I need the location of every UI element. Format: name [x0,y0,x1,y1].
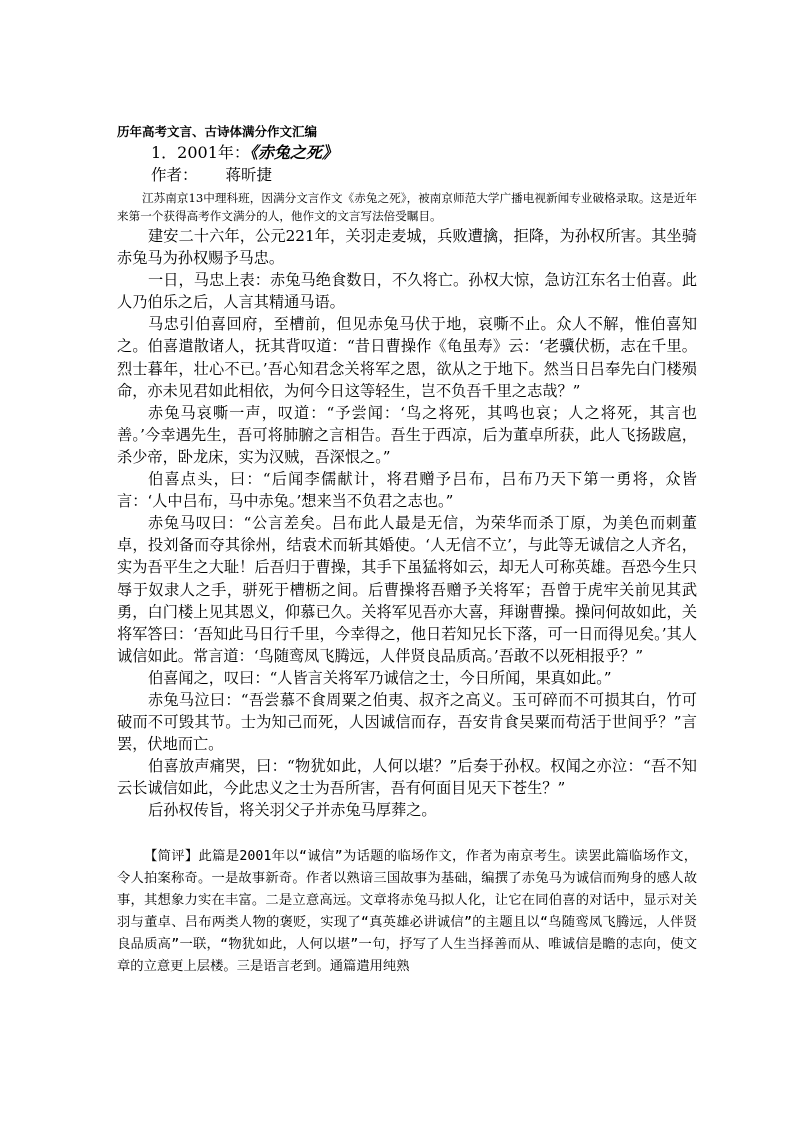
document-page [117,124,697,978]
essay-paragraph: 赤兔马哀嘶一声，叹道：“予尝闻：‘鸟之将死，其鸣也哀；人之将死，其言也善。’今幸遇先生，吾可将肺腑之言相告。吾生于西凉，后为董卓所获，此人飞扬跋扈，杀少帝，卧龙床，实为汉贼，吾深恨之。” [117,403,697,466]
essay-paragraph: 马忠引伯喜回府，至槽前，但见赤兔马伏于地，哀嘶不止。众人不解，惟伯喜知之。伯喜遣散诸人，抚其背叹道：“昔日曹操作《龟虽寿》云：‘老骥伏枥，志在千里。烈士暮年，壮心不已。’吾心知君念关将军之恩，欲从之于地下。然当日吕奉先白门楼殒命，亦未见君如此相依，为何今日这等轻生，岂不负吾千里之志哉？” [117,315,697,400]
brief-review: 【简评】此篇是2001年以“诚信”为话题的临场作文，作者为南京考生。读罢此篇临场作文，令人拍案称奇。一是故事新奇。作者以熟谙三国故事为基础，编撰了赤兔马为诚信而殉身的感人故事，其想象力实在丰富。二是立意高远。文章将赤兔马拟人化，让它在同伯喜的对话中，显示对关羽与董卓、吕布两类人物的褒贬，实现了“真英雄必讲诚信”的主题且以“鸟随鸾凤飞腾远，人伴贤良品质高”一联，“物犹如此，人何以堪”一句，抒写了人生当择善而从、唯诚信是瞻的志向，使文章的立意更上层楼。三是语言老到。通篇遣用纯熟 [117,848,697,974]
essay-paragraph: 伯喜放声痛哭，曰：“物犹如此，人何以堪？”后奏于孙权。权闻之亦泣：“吾不知云长诚信如此，今此忠义之士为吾所害，吾有何面目见天下苍生？” [117,757,697,798]
essay-paragraph: 后孙权传旨，将关羽父子并赤兔马厚葬之。 [148,801,437,820]
essay-title-number: 1．2001年： [151,143,250,162]
author-label: 作者： [151,166,198,184]
collection-header: 历年高考文言、古诗体满分作文汇编 [117,124,318,139]
author-line [151,164,697,186]
author-intro: 江苏南京13中理科班，因满分文言作文《赤兔之死》，被南京师范大学广播电视新闻专业破格录取。这是近年来第一个获得高考作文满分的人，他作文的文言写法倍受瞩目。 [117,191,697,223]
essay-paragraph: 一日，马忠上表：赤兔马绝食数日，不久将亡。孙权大惊，急访江东名士伯喜。此人乃伯乐之后，人言其精通马语。 [117,271,697,312]
essay-paragraph: 赤兔马泣曰：“吾尝慕不食周粟之伯夷、叔齐之高义。玉可碎而不可损其白，竹可破而不可毁其节。士为知己而死，人因诚信而存，吾安肯食吴粟而苟活于世间乎？”言罢，伏地而亡。 [117,690,697,754]
author-name: 蒋昕捷 [225,166,273,184]
essay-paragraph: 伯喜点头，曰：“后闻李儒献计，将君赠予吕布，吕布乃天下第一勇将，众皆言：‘人中吕布，马中赤兔。’想来当不负君之志也。” [117,470,697,511]
essay-title-name: 《赤兔之死》 [249,143,338,162]
essay-paragraph: 建安二十六年，公元221年，关羽走麦城，兵败遭擒，拒降，为孙权所害。其坐骑赤兔马为孙权赐予马忠。 [117,227,697,268]
essay-paragraph: 伯喜闻之，叹曰：“人皆言关将军乃诚信之士，今日所闻，果真如此。” [148,668,612,687]
essay-paragraph: 赤兔马叹曰：“公言差矣。吕布此人最是无信，为荣华而杀丁原，为美色而刺董卓，投刘备而夺其徐州，结袁术而斩其婚使。‘人无信不立’，与此等无诚信之人齐名，实为吾平生之大耻！后吾归于曹操，其手下虽猛将如云，却无人可称英雄。吾恐今生只辱于奴隶人之手，骈死于槽枥之间。后曹操将吾赠予关将军；吾曾于虎牢关前见其武勇，白门楼上见其恩义，仰慕已久。关将军见吾亦大喜，拜谢曹操。操问何故如此，关将军答曰：‘吾知此马日行千里，今幸得之，他日若知兄长下落，可一日而得见矣。’其人诚信如此。常言道：‘鸟随鸾凤飞腾远，人伴贤良品质高。’吾敢不以死相报乎？” [117,514,697,665]
essay-title [151,142,697,164]
